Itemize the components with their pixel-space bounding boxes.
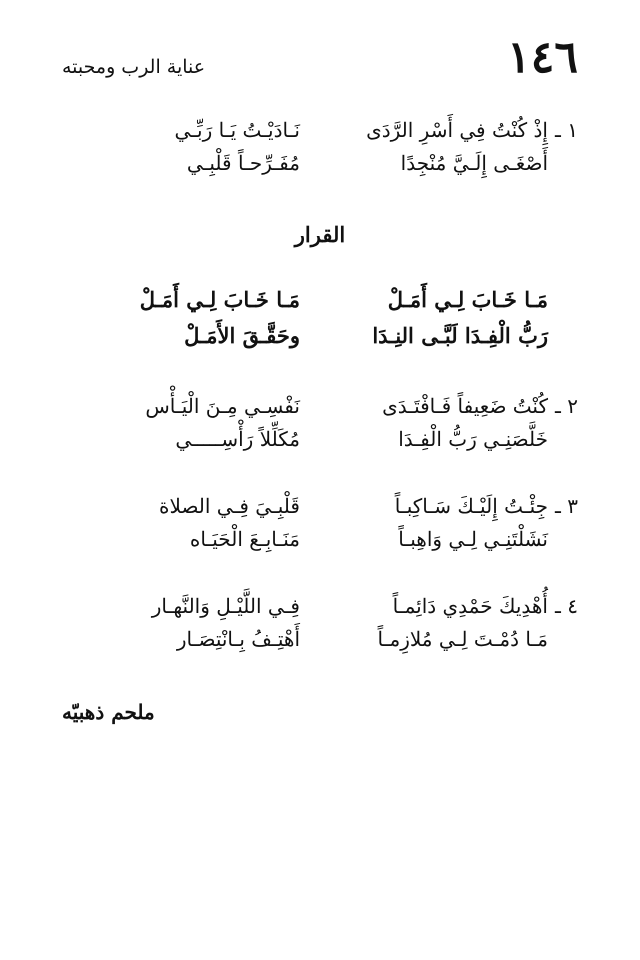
second-hemistich: نَفْسِـي مِـنَ الْيَـأْس xyxy=(145,394,300,418)
refrain-title: القرار xyxy=(294,222,346,247)
stanza-line xyxy=(60,147,578,180)
second-hemistich: نَـادَيْـتُ يَـا رَبِّـي xyxy=(174,118,300,142)
first-hemistich: أَصْغَـى إِلَـيَّ مُنْجِدًا xyxy=(400,151,548,175)
first-hemistich: خَلَّصَنِـي رَبُّ الْفِـدَا xyxy=(398,427,548,451)
stanza-line xyxy=(60,623,578,656)
author-name: ملحم ذهبيّه xyxy=(62,700,155,724)
second-hemistich: أَهْتِـفُ بِـانْتِصَـار xyxy=(176,627,300,651)
first-hemistich: كُنْتُ ضَعِيفاً فَـافْتَـدَى xyxy=(382,394,548,418)
first-hemistich: مَـا دُمْـتَ لِـي مُلازِمـاً xyxy=(377,627,548,651)
second-hemistich: مَـا خَـابَ لِـي أَمَـلْ xyxy=(139,287,300,312)
stanza-number: ٤ ـ xyxy=(555,594,578,618)
first-hemistich: مَـا خَـابَ لِـي أَمَـلْ xyxy=(387,287,548,312)
first-hemistich: أُهْدِيكَ حَمْدِي دَائِمـاً xyxy=(392,594,548,618)
stanza-number: ٢ ـ xyxy=(555,394,578,418)
stanza-line xyxy=(60,590,578,623)
stanza-line xyxy=(60,423,578,456)
stanza-line xyxy=(60,523,578,556)
running-title: عناية الرب ومحبته xyxy=(62,56,206,78)
stanza-2 xyxy=(60,390,578,456)
second-hemistich: مُكَلِّلاً رَأْسِـــــي xyxy=(175,427,300,451)
refrain-line xyxy=(60,318,578,354)
stanza-1 xyxy=(60,114,578,180)
second-hemistich: مَنَـابِـعَ الْحَيَـاه xyxy=(189,527,300,551)
second-hemistich: وحَقَّـقَ الأَمَـلْ xyxy=(184,323,300,348)
stanza-4 xyxy=(60,590,578,656)
second-hemistich: مُفَـرِّحـاً قَلْبِـي xyxy=(186,151,300,175)
first-hemistich: رَبُّ الْفِـدَا لَبَّـى النِـدَا xyxy=(372,323,548,348)
first-hemistich: جِئْـتُ إِلَيْـكَ سَـاكِبـاً xyxy=(394,494,548,518)
stanza-number: ٣ ـ xyxy=(555,494,578,518)
second-hemistich: قَلْبِـيَ فِـي الصلاة xyxy=(159,494,300,518)
second-hemistich: فِـي اللَّيْـلِ وَالنَّهـار xyxy=(151,594,300,618)
stanza-3 xyxy=(60,490,578,556)
stanza-line xyxy=(60,114,578,147)
stanza-number: ١ ـ xyxy=(555,118,578,142)
stanza-line xyxy=(60,390,578,423)
page-number: ١٤٦ xyxy=(507,32,578,83)
stanza-line xyxy=(60,490,578,523)
refrain xyxy=(60,282,578,354)
refrain-line xyxy=(60,282,578,318)
first-hemistich: نَشَلْتَنِـي لِـي وَاهِبـاً xyxy=(398,527,548,551)
first-hemistich: إِذْ كُنْتُ فِي أَسْرِ الرَّدَى xyxy=(366,118,548,142)
